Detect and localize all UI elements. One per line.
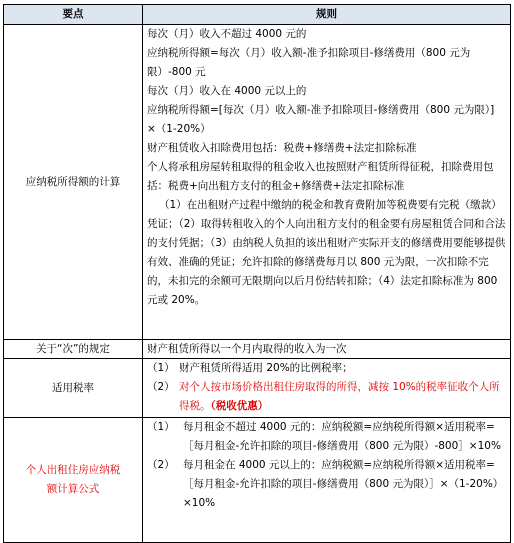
row-key-rate: 适用税率 <box>4 359 143 418</box>
item-number: （1） <box>147 362 175 374</box>
formula-item-1: 每月租金不超过 4000 元的：应纳税额=应纳税所得额×适用税率=［每月租金-允许扣除的项目-修缮费用（800 元为限）-800］×10% <box>183 421 501 452</box>
rule-line: 应纳税所得额=[每次（月）收入额-准予扣除项目-修缮费用（800 元为限）] ×（1-20%） <box>147 104 495 135</box>
rule-line: 个人将承租房屋转租取得的租金收入也按照财产租赁所得征税，扣除费用包括：税费+向出租方支付的租金+修缮费+法定扣除标准 <box>147 161 494 192</box>
rule-line: （1）在出租财产过程中缴纳的税金和教育费附加等税费要有完税（缴款）凭证；（2）取得转租收入的个人向出租方支付的租金要有房屋租赁合同和合法的支付凭据；（3）由纳税人负担的该出租财产实际开支的修缮费用要能够提供有效、准确的凭证；允许扣除的修缮费每月以 800 元为限，一次扣除不完的，未扣完的余额可无限期向以后月份结转扣除；（4）法定扣除标准为 800 元或 20%。 <box>147 199 506 306</box>
rate-item-1: 财产租赁所得适用 20%的比例税率； <box>179 362 353 374</box>
tax-benefit-tag: （税收优惠） <box>210 400 269 412</box>
rule-line: 财产租赁收入扣除费用包括：税费+修缮费+法定扣除标准 <box>147 142 417 154</box>
table-row <box>4 418 511 543</box>
header-key: 要点 <box>4 5 143 25</box>
row-rule-ci: 财产租赁所得以一个月内取得的收入为一次 <box>143 340 511 359</box>
row-rule-formula <box>143 418 511 543</box>
rules-table <box>3 4 511 543</box>
row-key-calc: 应纳税所得额的计算 <box>4 25 143 340</box>
rule-line: 每次（月）收入在 4000 元以上的 <box>147 85 307 97</box>
formula-key-text: 个人出租住房应纳税额计算公式 <box>25 464 121 495</box>
row-key-ci: 关于“次”的规定 <box>4 340 143 359</box>
header-rule: 规则 <box>143 5 511 25</box>
rule-line: 每次（月）收入不超过 4000 元的 <box>147 28 307 40</box>
rate-item-2-text: 对个人按市场价格出租住房取得的所得，减按 10%的税率征收个人所得税。 <box>179 381 500 412</box>
item-number: （2） <box>147 459 175 471</box>
row-key-formula <box>4 418 143 543</box>
rate-item-2 <box>169 378 506 416</box>
row-rule-calc <box>143 25 511 340</box>
rule-line: 应纳税所得额=每次（月）收入额-准予扣除项目-修缮费用（800 元为限）-800 元 <box>147 47 471 78</box>
table-row <box>4 25 511 340</box>
item-number: （1） <box>147 421 175 433</box>
item-number: （2） <box>147 381 175 393</box>
row-rule-rate <box>143 359 511 418</box>
formula-item-2: 每月租金在 4000 元以上的：应纳税额=应纳税所得额×适用税率=［每月租金-允许扣除的项目-修缮费用（800 元为限）］×（1-20%）×10% <box>183 459 504 509</box>
table-row <box>4 340 511 359</box>
table-row <box>4 359 511 418</box>
